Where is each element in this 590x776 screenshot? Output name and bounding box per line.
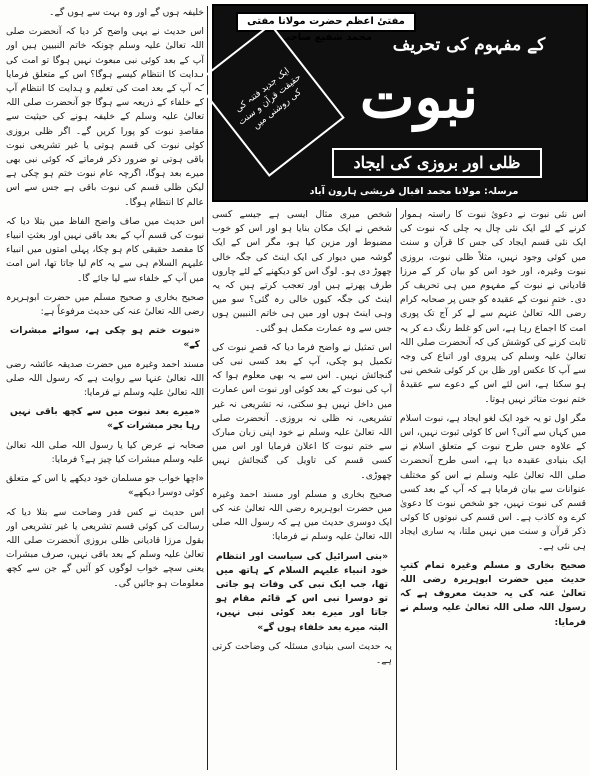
paragraph: صحیح بخاری و مسلم وغیرہ تمام کتبِ حدیث میں حضرت ابوہریرہ رضی اللہ تعالیٰ عنہ کی یہ حدیث معروف ہے کہ رسول اللہ صلی اللہ تعالیٰ علیہ وسلم نے فرمایا:	[400, 559, 586, 628]
paragraph: «نبوت ختم ہو چکی ہے، سوائے مبشرات کے»	[10, 325, 200, 351]
left-column	[6, 6, 204, 770]
column-divider	[396, 208, 397, 770]
paragraph: اس حدیث نے کس قدر وضاحت سے بتلا دیا کہ رسالت کی کوئی قسم تشریعی یا غیر تشریعی اور بقول مرزا قادیانی ظلی بروزی آنحضرت صلی اللہ تعالیٰ علیہ وسلم کے بعد باقی نہیں، صرف مبشرات یعنی سچے خواب لوگوں کو آئیں گے جن سے کچھ معلومات ہو جائیں گی۔	[6, 506, 204, 589]
slanted-subtitle-text: ایک جدید فتنہ کی حقیقت قرآن و سنت کی روشنی میں	[233, 66, 304, 132]
paragraph: «اچھا خواب جو مسلمان خود دیکھے یا اس کے متعلق کوئی دوسرا دیکھے»	[6, 473, 204, 499]
middle-column-paragraphs	[212, 208, 392, 668]
column-divider	[207, 6, 208, 770]
paragraph: صحیح بخاری و صحیح مسلم میں حضرت ابوہریرہ رضی اللہ تعالیٰ عنہ کی حدیث مرفوعاً ہے:	[6, 291, 204, 318]
article-title-box	[212, 4, 588, 202]
paragraph: صحیح بخاری و مسلم اور مسند احمد وغیرہ میں حضرت ابوہریرہ رضی اللہ تعالیٰ عنہ کی ایک دوسری حدیث میں ہے کہ رسول اللہ صلی اللہ تعالیٰ علیہ وسلم نے فرمایا:	[212, 488, 392, 543]
paragraph: یہ حدیث اسی بنیادی مسئلہ کی وضاحت کرتی ہے۔	[212, 640, 392, 667]
paragraph: مسند احمد وغیرہ میں حضرت صدیقہ عائشہ رضی اللہ تعالیٰ عنہا سے روایت ہے کہ رسول اللہ صلی اللہ تعالیٰ علیہ وسلم نے فرمایا:	[6, 358, 204, 399]
paragraph: «بنی اسرائیل کی سیاست اور انتظام خود انبیاء علیہم السلام کے ہاتھ میں تھا، جب ایک نبی کی وفات ہو جاتی تو دوسرا نبی اس کے قائم مقام ہو جاتا اور میرے بعد کوئی نبی نہیں، البتہ میرے بعد خلفاء ہوں گے»	[216, 550, 388, 633]
paragraph: اس حدیث نے یہی واضح کر دیا کہ آنحضرت صلی اللہ تعالیٰ علیہ وسلم چونکہ خاتم النبیین ہیں اور آپ کے بعد کوئی نبی مبعوث نہیں ہوگا تو امت کی ہدایت کا انتظام کیسے ہوگا؟ اس کے متعلق فرمایا کہ آپ کے بعد امت کی تعلیم و ہدایت کا انتظام آپ کے خلفاء کے ذریعہ سے ہوگا جو آنحضرت صلی اللہ تعالیٰ علیہ وسلم کے خلیفہ ہونے کی حیثیت سے مقاصدِ نبوت کو پورا کریں گے۔ اگر ظلی بروزی کوئی نبوت کی قسم ہوتی یا غیر تشریعی نبوت باقی ہوتی تو ضرور ذکر فرماتے کہ کوئی نبی بھی میرے بعد ہوگا، اگرچہ عام نبوت ختم ہو چکی ہے لیکن ظلی قسم کی نبوت باقی ہے جس سے اس عالم کا انتظام ہوگا۔	[6, 26, 204, 208]
title-main-word: نبوت	[359, 63, 479, 131]
slanted-subtitle	[195, 23, 345, 177]
paragraph: «میرے بعد نبوت میں سے کچھ باقی نہیں رہا بجز مبشرات کے»	[10, 406, 200, 432]
byline: مرسلہ: مولانا محمد اقبال قریشی ہارون آباد	[309, 186, 519, 197]
paragraph: شخص میری مثال ایسی ہے جیسے کسی شخص نے ایک مکان بنایا ہو اور اس کو خوب مضبوط اور مزین کیا ہو، مگر اس کے ایک گوشہ میں دیوار کی ایک اینٹ کی جگہ خالی چھوڑ دی ہو۔ لوگ اس کو دیکھنے کے لئے چاروں طرف پھرتے ہیں اور تعجب کرتے ہیں کہ یہ اینٹ کی جگہ کیوں خالی رہ گئی؟ سو میں وہی اینٹ ہوں اور میں ہی خاتم النبیین ہوں جس سے وہ عمارت مکمل ہو گئی۔	[212, 209, 392, 334]
middle-column	[212, 208, 392, 770]
left-column-paragraphs	[6, 6, 204, 591]
headline: ظلی اور بروزی کی ایجاد	[332, 148, 542, 178]
paragraph: صحابہ نے عرض کیا یا رسول اللہ صلی اللہ تعالیٰ علیہ وسلم مبشرات کیا چیز ہے؟ فرمایا:	[6, 439, 204, 465]
paragraph: اس نئی نبوت نے دعویٔ نبوت کا راستہ ہموار کرنے کے لئے ایک نئی چال یہ چلی کہ نبوت کی ایک نئی قسم ایجاد کی جس کا قرآن و سنت میں کوئی وجود نہیں، مثلاً ظلی نبوت، بروزی نبوت وغیرہ، اور خود اس کو بیان کر کے مرزا قادیانی نے نبوت کے مفہوم میں ہی تحریف کر دی۔ ختمِ نبوت کے عقیدہ کو جس پر صحابہ کرام رضی اللہ تعالیٰ عنہم سے لے کر آج تک پوری امت کا اجماع رہا ہے، اس کو غلط رنگ دے کر یہ ثابت کرنے کی کوشش کی کہ آنحضرت صلی اللہ تعالیٰ علیہ وسلم کی پیروی اور اتباع کی وجہ سے آپ کا عکس اور ظل بن کر کوئی شخص نبی ہو سکتا ہے، اس لئے اس کے دعوے سے عقیدۂ ختم نبوت متاثر نہیں ہوتا۔	[400, 209, 586, 405]
paragraph: خلیفہ ہوں گے اور وہ بہت سے ہوں گے۔	[49, 7, 204, 18]
paragraph: اس حدیث میں صاف واضح الفاظ میں بتلا دیا کہ نبوت کی قسم آپ کے بعد باقی نہیں اور بعثتِ انبیاء کا مقصد حقیقی کام ہو چکا، پہلی امتوں میں انبیاء علیہم السلام ہی سے یہ کام لیا جاتا تھا، اس امت میں آپ کے خلفاء سے لیا جائے گا۔	[6, 215, 204, 284]
paragraph: مگر اول تو یہ خود ایک لغو ایجاد ہے، نبوت اسلام میں کہاں سے آئی؟ اس کا کوئی ثبوت نہیں، اس کے علاوہ جس طرح نبوت کے متعلق اسلام نے ایک بنیادی عقیدہ دیا ہے، اسی طرح آنحضرت صلی اللہ تعالیٰ علیہ وسلم نے اس کو مختلف عنوانات سے بیان فرمایا ہے کہ آپ کے بعد کسی قسم کی نبوت نہیں، جو شخص نبوت کا دعویٰ کرے وہ کاذب ہے۔ اس قسم کی نبوتوں کا کوئی ذکر قرآن و سنت میں نہیں ملتا، یہ ساری ایجاد ہی نئی ہے۔	[400, 412, 586, 552]
author-badge: مفتیٔ اعظم حضرت مولانا مفتی محمد شفیع صاحب	[236, 12, 416, 32]
title-concept-line: کے مفہوم کی تحریف	[392, 35, 546, 55]
right-column-paragraphs	[400, 208, 586, 630]
right-column	[400, 208, 586, 770]
paragraph: اس تمثیل نے واضح فرما دیا کہ قصرِ نبوت کی تکمیل ہو چکی، آپ کے بعد کسی نبی کی گنجائش نہیں۔ اس سے یہ بھی معلوم ہوا کہ آپ کی نبوت کے بعد کوئی اور نبوت اس عمارت میں داخل نہیں ہو سکتی، نہ تشریعی نہ غیر تشریعی، نہ ظلی نہ بروزی۔ آنحضرت صلی اللہ تعالیٰ علیہ وسلم نے خود اپنی زبان مبارک سے ختم نبوت کا اعلان فرمایا اور اس میں کسی قسم کی تاویل کی گنجائش نہیں چھوڑی۔	[212, 341, 392, 481]
